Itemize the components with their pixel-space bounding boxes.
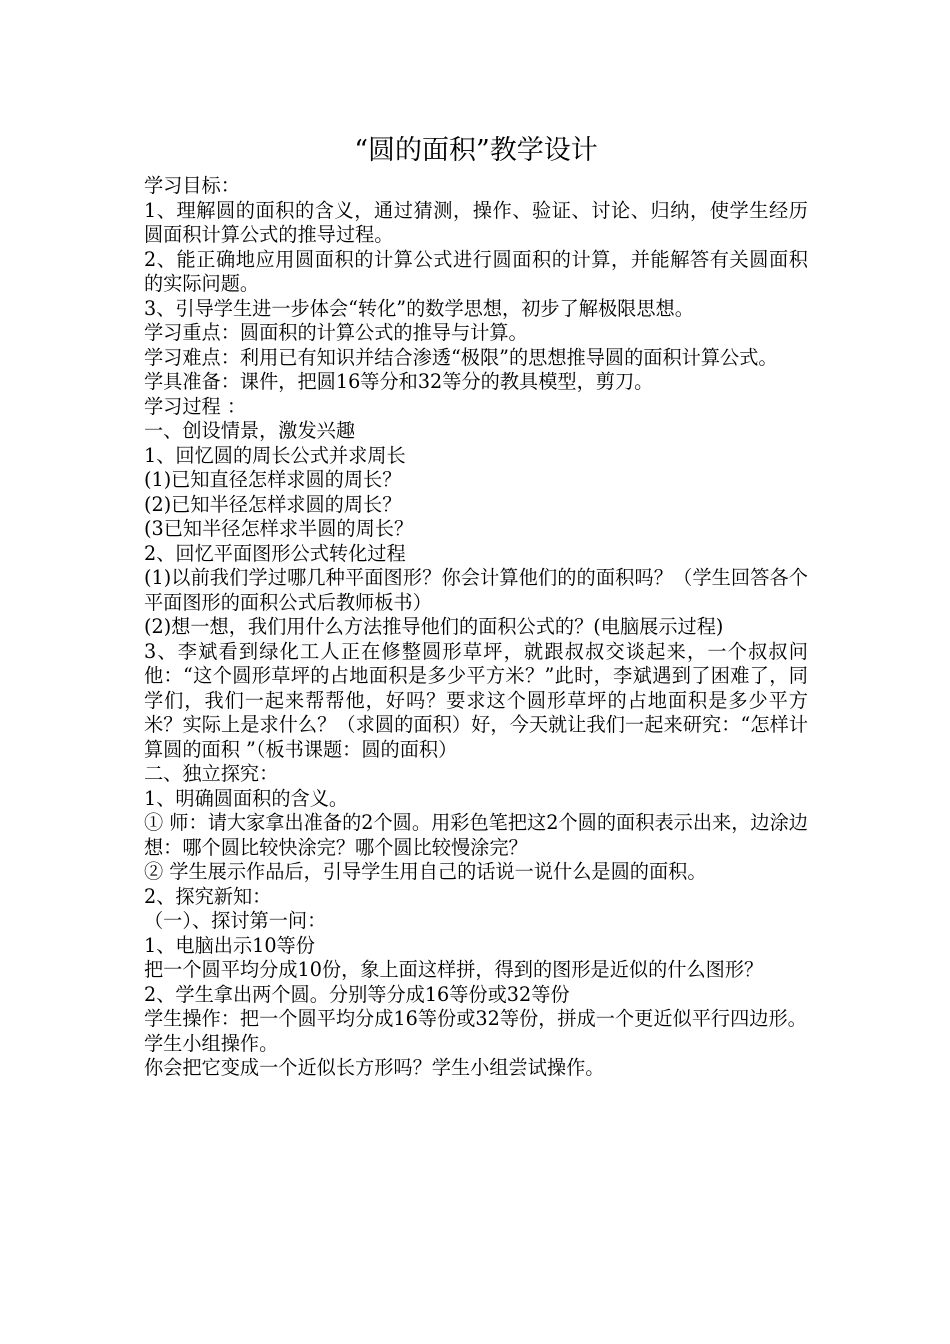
paragraph: (3已知半径怎样求半圆的周长？ <box>144 517 414 540</box>
paragraph: 把一个圆平均分成10份，象上面这样拼，得到的图形是近似的什么图形？ <box>144 958 764 981</box>
paragraph: 1、回忆圆的周长公式并求周长 <box>144 443 406 467</box>
paragraph: 2、回忆平面图形公式转化过程 <box>144 541 406 565</box>
objective-1: 1、理解圆的面积的含义，通过猜测，操作、验证、讨论、归纳，使学生经历圆面积计算公式的推导过程。 <box>144 198 808 246</box>
paragraph: ② 学生展示作品后，引导学生用自己的话说一说什么是圆的面积。 <box>144 860 707 883</box>
document-page <box>144 128 808 1081</box>
paragraph: 2、学生拿出两个圆。分别等分成16等份或32等份 <box>144 982 570 1006</box>
step-heading-2: 二、独立探究： <box>144 762 279 785</box>
paragraph: （一）、探讨第一问： <box>144 909 327 932</box>
difficult-point: 学习难点：利用已有知识并结合渗透“极限”的思想推导圆的面积计算公式。 <box>144 345 778 369</box>
objective-2: 2、能正确地应用圆面积的计算公式进行圆面积的计算，并能解答有关圆面积的实际问题。 <box>144 247 808 295</box>
document-title: “圆的面积”教学设计 <box>354 135 598 166</box>
paragraph: (2)想一想，我们用什么方法推导他们的面积公式的？(电脑展示过程) <box>144 615 724 638</box>
objective-3: 3、引导学生进一步体会“转化”的数学思想，初步了解极限思想。 <box>144 296 694 320</box>
paragraph: 1、电脑出示10等份 <box>144 933 315 957</box>
paragraph: 学生操作：把一个圆平均分成16等份或32等份，拼成一个更近似平行四边形。 <box>144 1007 807 1030</box>
paragraph: 你会把它变成一个近似长方形吗？学生小组尝试操作。 <box>144 1056 605 1079</box>
paragraph: 学生小组操作。 <box>144 1031 279 1055</box>
section-heading-process: 学习过程 ： <box>144 394 247 418</box>
materials: 学具准备：课件，把圆16等分和32等分的教具模型，剪刀。 <box>144 370 654 393</box>
paragraph: ① 师：请大家拿出准备的2个圆。用彩色笔把这2个圆的面积表示出来，边涂边想：哪个圆比较快涂完？哪个圆比较慢涂完？ <box>144 811 808 859</box>
step-heading-1: 一、创设情景，激发兴趣 <box>144 419 356 442</box>
paragraph: (1)以前我们学过哪几种平面图形？你会计算他们的的面积吗？（学生回答各个平面图形的面积公式后教师板书） <box>144 566 808 614</box>
key-point: 学习重点：圆面积的计算公式的推导与计算。 <box>144 321 528 344</box>
paragraph: (2)已知半径怎样求圆的周长？ <box>144 492 402 516</box>
paragraph: (1)已知直径怎样求圆的周长？ <box>144 468 402 491</box>
paragraph: 2、探究新知： <box>144 884 272 908</box>
document-body <box>144 174 808 1081</box>
section-heading-objectives: 学习目标： <box>144 174 240 197</box>
paragraph: 3、李斌看到绿化工人正在修整圆形草坪，就跟叔叔交谈起来，一个叔叔问他：“这个圆形草坪的占地面积是多少平方米？”此时，李斌遇到了困难了，同学们，我们一起来帮帮他，好吗？要求这个圆形草坪的占地面积是多少平方米？实际上是求什么？（求圆的面积）好，今天就让我们一起来研究：“怎样计算圆的面积 ”（板书课题：圆的面积） <box>144 639 808 761</box>
paragraph: 1、明确圆面积的含义。 <box>144 786 349 810</box>
